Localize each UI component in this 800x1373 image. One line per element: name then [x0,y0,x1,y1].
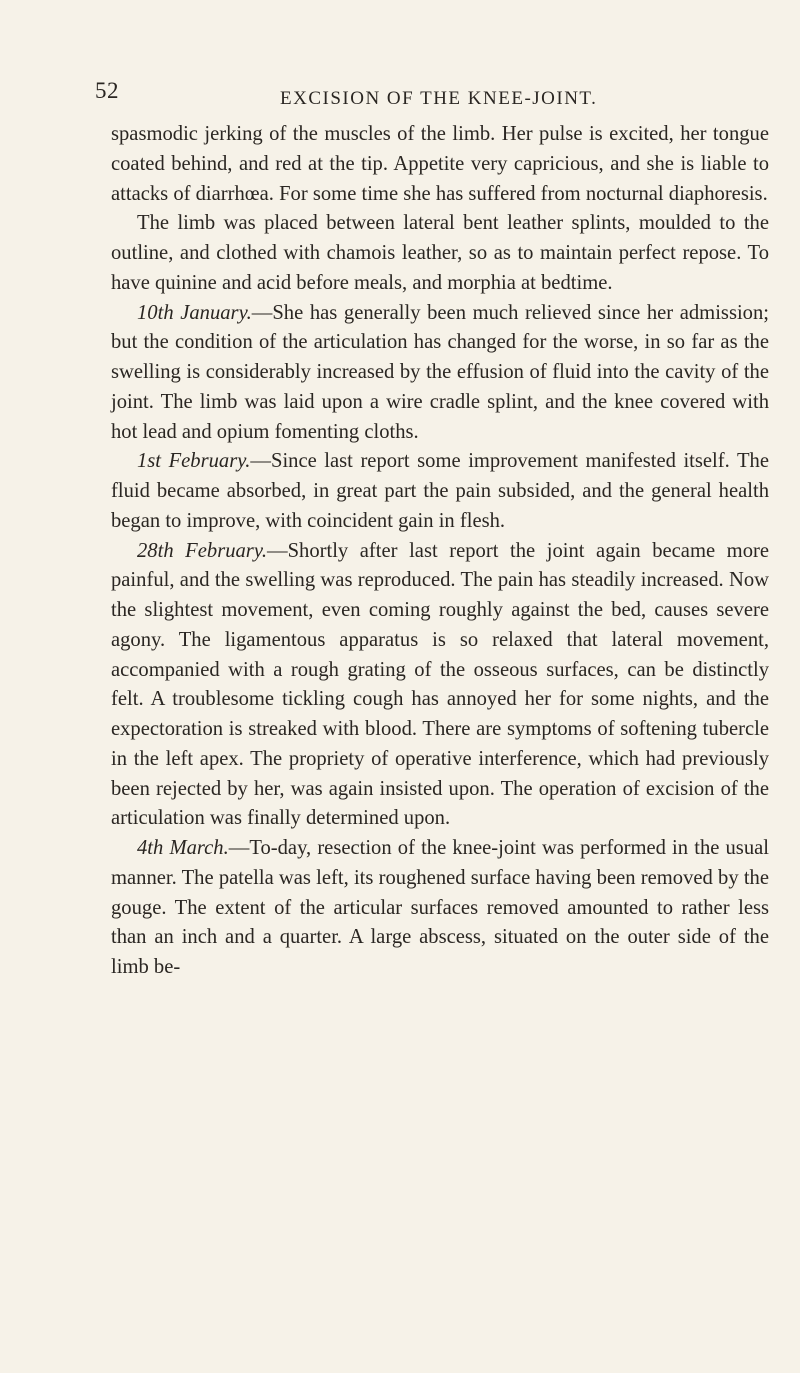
paragraph-text: —Since last report some improvement manifested itself. The fluid became absorbed, in great part the pain subsided, and the general health began to improve, with coincident gain in flesh. [111,450,769,532]
body-text [111,120,769,983]
paragraph-treatment [111,209,769,298]
paragraph-text: The limb was placed between lateral bent leather splints, moulded to the outline, and clothed with chamois leather, so as to maintain perfect repose. To have quinine and acid before meals, and morphia at bedtime. [111,212,769,294]
page-number: 52 [95,78,119,103]
paragraph-text: —She has generally been much relieved since her admission; but the condition of the articulation has changed for the worse, in so far as the swelling is considerably increased by the effusion of fluid into the cavity of the joint. The limb was laid upon a wire cradle splint, and the knee covered with hot lead and opium fomenting cloths. [111,301,769,443]
paragraph-text: —To-day, resection of the knee-joint was performed in the usual manner. The patella was left, its roughened surface having been removed by the gouge. The extent of the articular surfaces removed amounted to rather less than an inch and a quarter. A large abscess, situated on the outer side of the limb be- [111,837,769,978]
entry-date: 1st February. [137,450,251,473]
paragraph-text: —Shortly after last report the joint again became more painful, and the swelling was reproduced. The pain has steadily increased. Now the slightest movement, even coming roughly against the bed, causes severe agony. The ligamentous apparatus is so relaxed that lateral movement, accompanied with a rough grating of the osseous surfaces, can be distinctly felt. A troublesome tickling cough has annoyed her for some nights, and the expectoration is streaked with blood. There are symptoms of softening tubercle in the left apex. The propriety of operative interference, which had previously been rejected by her, was again insisted upon. The operation of excision of the articulation was finally determined upon. [111,539,769,830]
entry-date: 10th January. [137,301,252,324]
entry-date: 4th March. [137,837,229,859]
entry-date: 28th February. [137,539,267,562]
paragraph-continuation [111,120,769,209]
running-title: EXCISION OF THE KNEE-JOINT. [280,88,598,109]
paragraph-entry-10-january [111,299,769,448]
paragraph-entry-4-march [111,834,769,983]
paragraph-entry-1-february [111,447,769,536]
paragraph-text: spasmodic jerking of the muscles of the limb. Her pulse is excited, her tongue coated behind, and red at the tip. Appetite very capricious, and she is liable to attacks of diarrhœa. For some time she has suffered from nocturnal diaphoresis. [111,123,769,205]
paragraph-entry-28-february [111,537,769,835]
